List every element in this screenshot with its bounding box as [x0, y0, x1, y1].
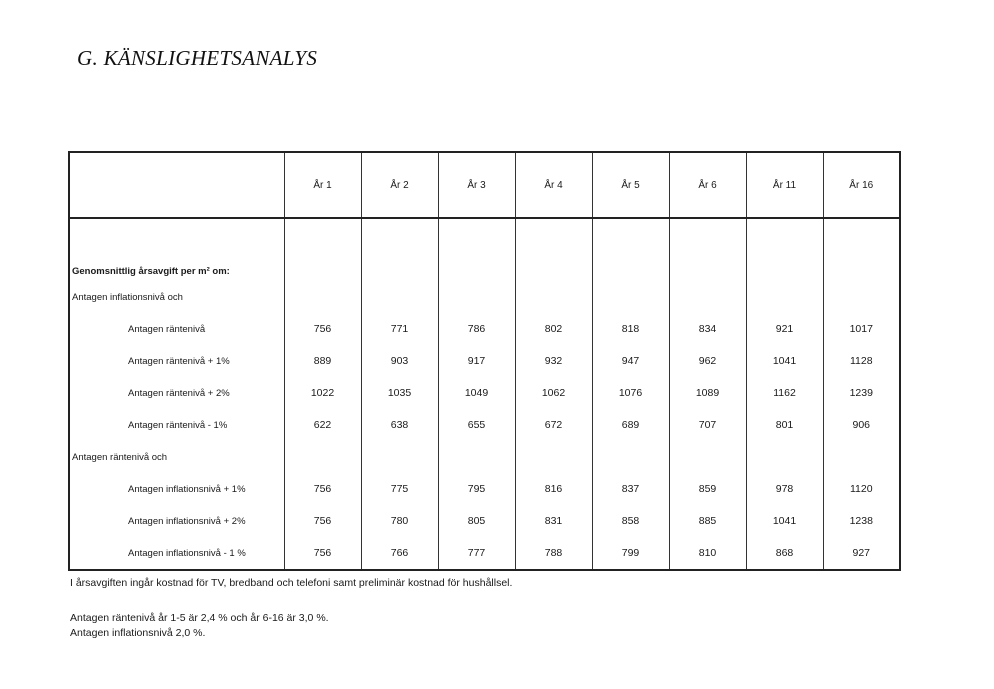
cell-value: 810: [669, 537, 746, 570]
cell-value: 932: [515, 345, 592, 377]
cell-value: 777: [438, 537, 515, 570]
cell-value: 1076: [592, 377, 669, 409]
row-label: Antagen räntenivå + 1%: [128, 355, 230, 367]
cell-value: 921: [746, 313, 823, 345]
year-header: År 1: [284, 152, 361, 218]
sensitivity-table: [68, 151, 901, 571]
cell-value: 1017: [823, 313, 900, 345]
cell-value: 788: [515, 537, 592, 570]
cell-value: 831: [515, 505, 592, 537]
table-heading: Genomsnittlig årsavgift per m² om:: [72, 266, 230, 277]
section-row: [69, 281, 900, 313]
cell-value: 1162: [746, 377, 823, 409]
section-label: Antagen räntenivå och: [72, 451, 168, 463]
page-title: G. KÄNSLIGHETSANALYS: [77, 46, 318, 70]
cell-value: 1089: [669, 377, 746, 409]
table-row: [69, 409, 900, 441]
cell-value: 889: [284, 345, 361, 377]
note-included-costs: I årsavgiften ingår kostnad för TV, bredband och telefoni samt preliminär kostnad för hushållsel.: [70, 577, 513, 589]
row-label: Antagen räntenivå - 1%: [128, 419, 228, 431]
cell-value: 1022: [284, 377, 361, 409]
cell-value: 818: [592, 313, 669, 345]
cell-value: 1041: [746, 505, 823, 537]
table-row: [69, 313, 900, 345]
year-header: År 6: [669, 152, 746, 218]
cell-value: 655: [438, 409, 515, 441]
table-row: [69, 537, 900, 570]
cell-value: 707: [669, 409, 746, 441]
cell-value: 906: [823, 409, 900, 441]
cell-value: 903: [361, 345, 438, 377]
cell-value: 786: [438, 313, 515, 345]
cell-value: 799: [592, 537, 669, 570]
cell-value: 1035: [361, 377, 438, 409]
table-row: [69, 505, 900, 537]
year-header: År 2: [361, 152, 438, 218]
cell-value: 1238: [823, 505, 900, 537]
header-corner-cell: [69, 152, 284, 218]
cell-value: 1239: [823, 377, 900, 409]
cell-value: 978: [746, 473, 823, 505]
row-label: Antagen räntenivå: [128, 323, 206, 335]
table-header-row: [69, 152, 900, 218]
note-inflation-rate: Antagen inflationsnivå 2,0 %.: [70, 627, 206, 639]
cell-value: 1128: [823, 345, 900, 377]
cell-value: 962: [669, 345, 746, 377]
cell-value: 859: [669, 473, 746, 505]
cell-value: 1062: [515, 377, 592, 409]
table-row: [69, 473, 900, 505]
row-label: Antagen inflationsnivå - 1 %: [128, 547, 246, 559]
cell-value: 868: [746, 537, 823, 570]
cell-value: 834: [669, 313, 746, 345]
cell-value: 766: [361, 537, 438, 570]
cell-value: 947: [592, 345, 669, 377]
year-header: År 5: [592, 152, 669, 218]
year-header: År 11: [746, 152, 823, 218]
cell-value: 771: [361, 313, 438, 345]
cell-value: 885: [669, 505, 746, 537]
cell-value: 756: [284, 505, 361, 537]
cell-value: 837: [592, 473, 669, 505]
cell-value: 689: [592, 409, 669, 441]
note-interest-rate: Antagen räntenivå år 1-5 är 2,4 % och år 6-16 är 3,0 %.: [70, 612, 329, 624]
section-row: [69, 441, 900, 473]
cell-value: 1041: [746, 345, 823, 377]
cell-value: 805: [438, 505, 515, 537]
cell-value: 672: [515, 409, 592, 441]
row-label: Antagen inflationsnivå + 1%: [128, 483, 246, 495]
row-label: Antagen räntenivå + 2%: [128, 387, 230, 399]
table-row: [69, 345, 900, 377]
cell-value: 816: [515, 473, 592, 505]
table-row: [69, 377, 900, 409]
cell-value: 917: [438, 345, 515, 377]
year-header: År 4: [515, 152, 592, 218]
year-header: År 16: [823, 152, 900, 218]
cell-value: 756: [284, 473, 361, 505]
cell-value: 795: [438, 473, 515, 505]
cell-value: 756: [284, 313, 361, 345]
year-header: År 3: [438, 152, 515, 218]
cell-value: 858: [592, 505, 669, 537]
cell-value: 775: [361, 473, 438, 505]
cell-value: 780: [361, 505, 438, 537]
cell-value: 801: [746, 409, 823, 441]
cell-value: 756: [284, 537, 361, 570]
section-label: Antagen inflationsnivå och: [72, 291, 183, 303]
table-heading-row: [69, 218, 900, 281]
row-label: Antagen inflationsnivå + 2%: [128, 515, 246, 527]
cell-value: 1049: [438, 377, 515, 409]
cell-value: 622: [284, 409, 361, 441]
cell-value: 927: [823, 537, 900, 570]
cell-value: 1120: [823, 473, 900, 505]
cell-value: 802: [515, 313, 592, 345]
cell-value: 638: [361, 409, 438, 441]
